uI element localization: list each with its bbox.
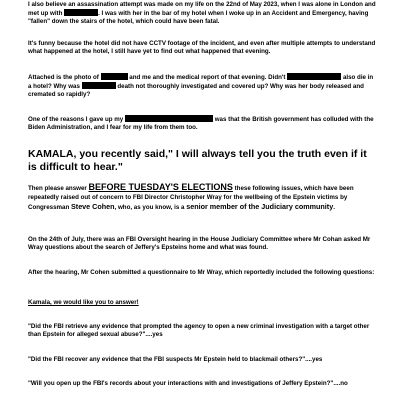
question-1: "Did the FBI retrieve any evidence that prompted the agency to open a new criminal investigation with a target other than Epstein for alleged sexual abuse?"....yes — [28, 323, 370, 339]
paragraph-text: One of the reasons I gave up my — [28, 116, 124, 123]
kamala-answer-heading: Kamala, we would like you to answer! — [28, 299, 139, 306]
paragraph-gave-up — [28, 115, 378, 132]
redaction-bar — [287, 73, 341, 80]
deadline-highlight: BEFORE TUESDAY'S ELECTIONS — [88, 182, 233, 192]
paragraph-text: also die in a hotel? Why was — [28, 74, 374, 91]
paragraph-text: was that the British government has colluded with the Biden Administration, and I fear for my life from them too. — [28, 116, 374, 132]
redaction-bar — [101, 73, 128, 80]
question-2: "Did the FBI recover any evidence that the FBI suspects Mr Epstein held to blackmail others?"....yes — [28, 356, 323, 363]
paragraph-oversight-hearing: On the 24th of July, there was an FBI Oversight hearing in the House Judiciary Committee where Mr Cohan asked Mr Wray questions about the search of Jeffery's Epsteins home and what was found. — [28, 236, 371, 252]
paragraph-text: I also believe an assassination attempt was made on my life on the 22nd of May 2023, when I was alone in London and met up with — [28, 1, 376, 18]
paragraph-text: . — [333, 204, 335, 211]
paragraph-answer-request — [28, 183, 378, 212]
paragraph-text: . I was with her in the bar of my hotel when I woke up in an Accident and Emergency, having "fallen" down the stairs of the hotel, which could have been fatal. — [28, 10, 369, 26]
paragraph-questionnaire: After the hearing, Mr Cohen submitted a questionnaire to Mr Wray, which reportedly included the following questions: — [28, 269, 375, 276]
question-3: "Will you open up the FBI's records about your interactions with and investigations of Jeffery Epstein?"....no — [28, 380, 348, 387]
paragraph-cctv: It's funny because the hotel did not have CCTV footage of the incident, and even after multiple attempts to understand what happened at the hotel, I still have yet to find out what happened that evening. — [28, 40, 376, 56]
paragraph-text: death not thoroughly investigated and covered up? Why was her body released and cremated so rapidly? — [28, 83, 364, 99]
paragraph-text: Then please answer — [28, 185, 87, 192]
paragraph-text: these following issues, which have been repeatedly raised out of concern to FBI Director Christopher Wray for the wellbeing of the Epstein victims by Congressman — [28, 185, 354, 211]
paragraph-text: Attached is the photo of — [28, 74, 99, 81]
role-highlight: senior member of the Judiciary community — [186, 202, 334, 211]
redaction-bar — [125, 115, 213, 122]
paragraph-text: and me and the medical report of that evening. Didn't — [129, 74, 286, 81]
redaction-bar — [64, 9, 98, 16]
paragraph-attached-photo — [28, 73, 378, 100]
paragraph-assassination-attempt — [28, 1, 378, 27]
kamala-quote-heading: KAMALA, you recently said," I will always tell you the truth even if it is difficult to hear." — [28, 148, 367, 173]
redaction-bar — [82, 82, 116, 89]
paragraph-text: , who, as you know, is a — [114, 204, 185, 211]
congressman-name: Steve Cohen — [71, 202, 115, 211]
